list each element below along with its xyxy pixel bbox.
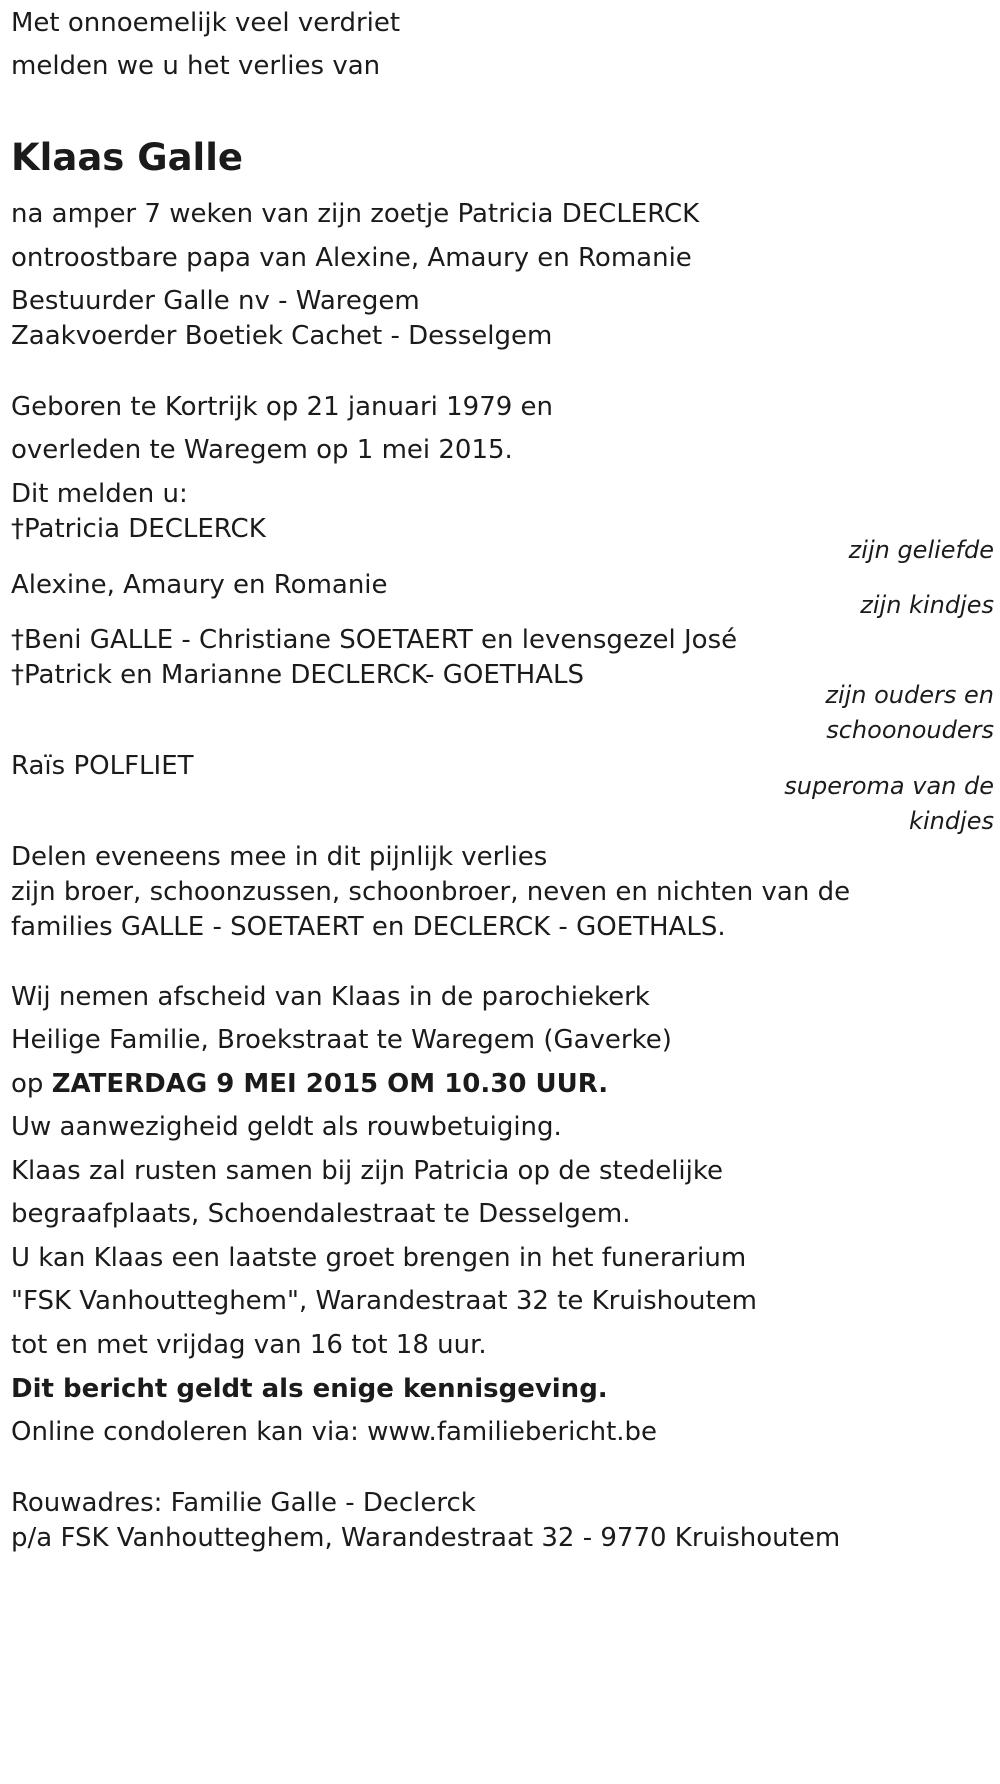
ceremony-line-3 — [11, 1067, 608, 1101]
parents-line-2 — [11, 658, 584, 692]
intro-line-2: melden we u het verlies van — [11, 51, 381, 81]
ceremony-prefix: op — [11, 1069, 44, 1099]
partner-line — [11, 512, 266, 546]
ceremony-line-1: Wij nemen afscheid van Klaas in de parochiekerk — [11, 982, 650, 1012]
detail-line-4: Zaakvoerder Boetiek Cachet - Desselgem — [11, 321, 553, 351]
children-names: Alexine, Amaury en Romanie — [11, 570, 388, 600]
deceased-name: Klaas Galle — [11, 136, 243, 179]
sharing-line-2: zijn broer, schoonzussen, schoonbroer, neven en nichten van de — [11, 877, 851, 907]
ceremony-line-5: Klaas zal rusten samen bij zijn Patricia op de stedelijke — [11, 1156, 724, 1186]
parents-role-1: zijn ouders en — [825, 681, 994, 709]
death-line: overleden te Waregem op 1 mei 2015. — [11, 435, 513, 465]
announcers-intro: Dit melden u: — [11, 479, 188, 509]
address-line-2: p/a FSK Vanhoutteghem, Warandestraat 32 - 9770 Kruishoutem — [11, 1523, 841, 1553]
grandmother-role-2: kindjes — [909, 807, 994, 835]
cross-icon: † — [11, 514, 24, 544]
parents-role-2: schoonouders — [826, 716, 994, 744]
parents-names-1: Beni GALLE - Christiane SOETAERT en levensgezel José — [24, 625, 738, 655]
ceremony-line-4: Uw aanwezigheid geldt als rouwbetuiging. — [11, 1112, 562, 1142]
intro-line-1: Met onnoemelijk veel verdriet — [11, 8, 401, 38]
parents-names-2: Patrick en Marianne DECLERCK- GOETHALS — [24, 660, 584, 690]
ceremony-line-6: begraafplaats, Schoendalestraat te Desselgem. — [11, 1199, 631, 1229]
detail-line-1: na amper 7 weken van zijn zoetje Patricia DECLERCK — [11, 199, 700, 229]
cross-icon: † — [11, 660, 24, 690]
ceremony-date: ZATERDAG 9 MEI 2015 OM 10.30 UUR. — [51, 1069, 609, 1099]
cross-icon: † — [11, 625, 24, 655]
ceremony-line-2: Heilige Familie, Broekstraat te Waregem (Gaverke) — [11, 1025, 672, 1055]
children-role: zijn kindjes — [860, 591, 994, 619]
grandmother-role-1: superoma van de — [784, 772, 994, 800]
sharing-line-3: families GALLE - SOETAERT en DECLERCK - GOETHALS. — [11, 912, 726, 942]
ceremony-line-9: tot en met vrijdag van 16 tot 18 uur. — [11, 1330, 487, 1360]
address-line-1: Rouwadres: Familie Galle - Declerck — [11, 1488, 476, 1518]
partner-name: Patricia DECLERCK — [24, 514, 266, 544]
grandmother-name: Raïs POLFLIET — [11, 751, 194, 781]
sharing-line-1: Delen eveneens mee in dit pijnlijk verlies — [11, 842, 548, 872]
online-condolence: Online condoleren kan via: www.familiebericht.be — [11, 1417, 658, 1447]
notice-statement: Dit bericht geldt als enige kennisgeving. — [11, 1374, 608, 1404]
birth-line: Geboren te Kortrijk op 21 januari 1979 en — [11, 392, 554, 422]
ceremony-line-8: "FSK Vanhoutteghem", Warandestraat 32 te Kruishoutem — [11, 1286, 758, 1316]
detail-line-2: ontroostbare papa van Alexine, Amaury en Romanie — [11, 243, 692, 273]
partner-role: zijn geliefde — [848, 536, 994, 564]
detail-line-3: Bestuurder Galle nv - Waregem — [11, 286, 420, 316]
parents-line-1 — [11, 623, 737, 657]
ceremony-line-7: U kan Klaas een laatste groet brengen in het funerarium — [11, 1243, 747, 1273]
